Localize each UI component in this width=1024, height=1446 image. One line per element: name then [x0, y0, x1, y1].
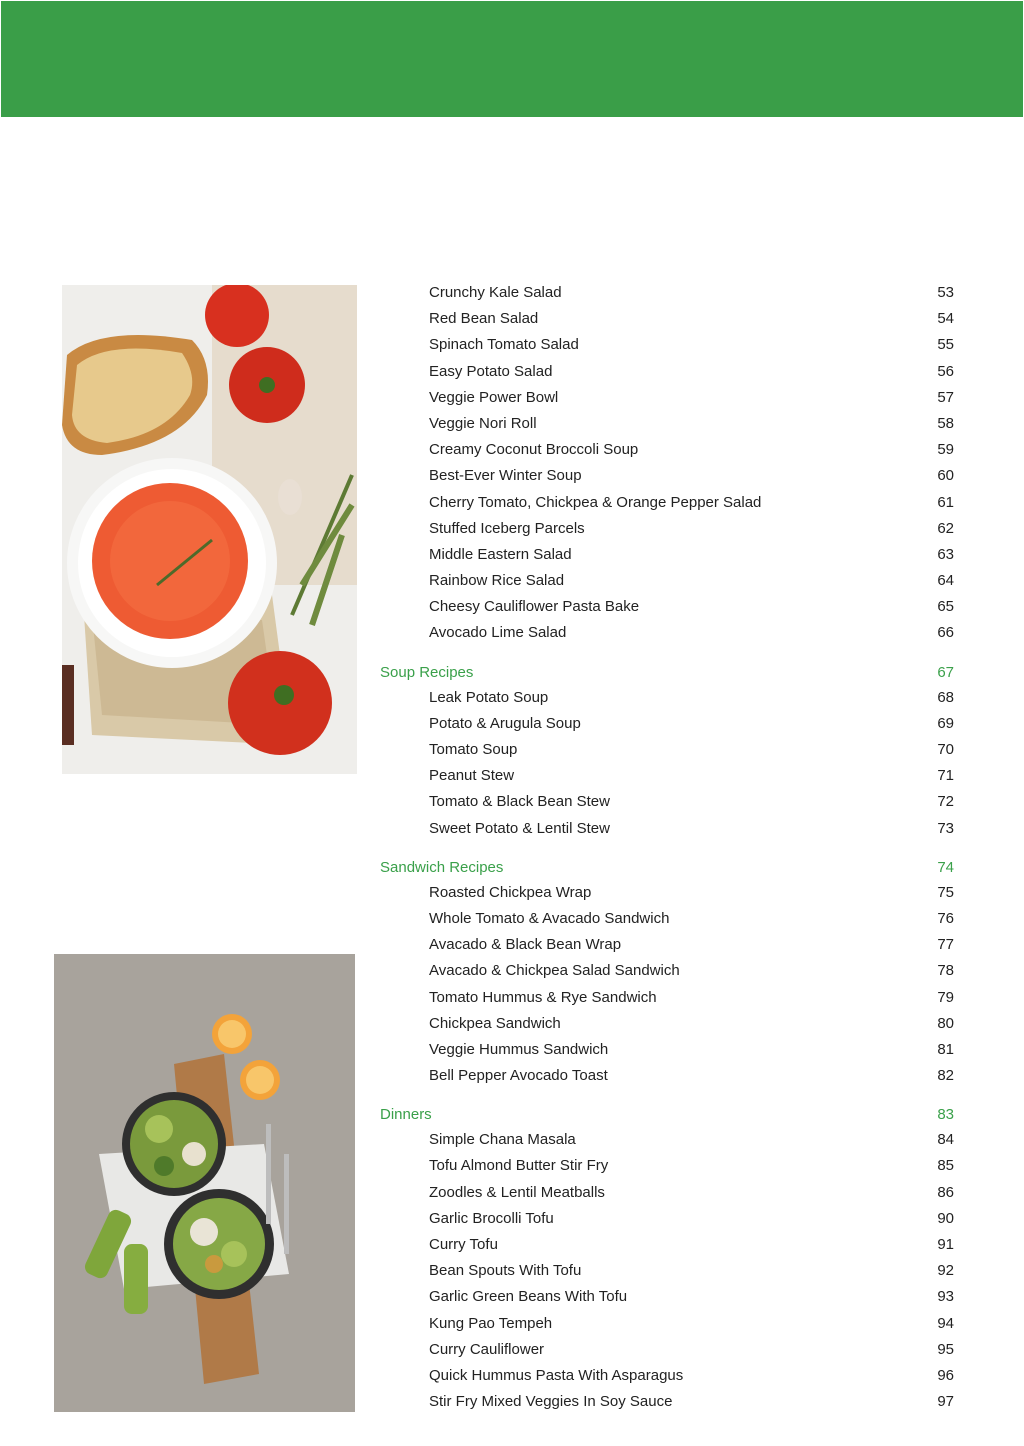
- salad-bowls-image: [54, 954, 355, 1412]
- toc-section-sandwich: [380, 856, 954, 1090]
- toc-section-heading[interactable]: [380, 661, 954, 685]
- toc-entry-page: 63: [937, 545, 954, 563]
- header-banner: [1, 1, 1023, 117]
- toc-entry[interactable]: [380, 1311, 954, 1337]
- toc-entry-page: 85: [937, 1157, 954, 1175]
- toc-entry-page: 78: [937, 962, 954, 980]
- section-heading-title: Dinners: [380, 1106, 432, 1124]
- toc-entry[interactable]: [380, 711, 954, 737]
- toc-entry[interactable]: [380, 737, 954, 763]
- toc-entry[interactable]: [380, 594, 954, 620]
- toc-entry[interactable]: [380, 359, 954, 385]
- toc-entry-page: 70: [937, 741, 954, 758]
- toc-entry[interactable]: [380, 1037, 954, 1063]
- table-of-contents: [380, 280, 954, 1415]
- toc-entry-title: Tomato & Black Bean Stew: [429, 793, 610, 811]
- toc-section-dinners: [380, 1103, 954, 1415]
- toc-entry-title: Avocado Lime Salad: [429, 624, 567, 642]
- toc-entry-title: Simple Chana Masala: [429, 1131, 576, 1149]
- toc-entry-title: Garlic Green Beans With Tofu: [429, 1288, 628, 1306]
- toc-entry[interactable]: [380, 1011, 954, 1037]
- toc-entry-page: 91: [937, 1236, 954, 1253]
- toc-entry[interactable]: [380, 1389, 954, 1415]
- toc-entry-page: 59: [937, 441, 954, 459]
- toc-entry[interactable]: [380, 280, 954, 306]
- toc-entry[interactable]: [380, 906, 954, 932]
- toc-entry-page: 62: [937, 519, 954, 537]
- toc-entry-title: Curry Cauliflower: [429, 1340, 545, 1358]
- toc-entry-page: 77: [937, 936, 954, 954]
- toc-entry-page: 76: [937, 909, 954, 927]
- toc-entry-title: Roasted Chickpea Wrap: [429, 883, 592, 901]
- toc-entry-page: 56: [937, 362, 954, 380]
- toc-entry-page: 84: [937, 1131, 954, 1149]
- toc-entry-page: 90: [937, 1209, 954, 1227]
- toc-entry[interactable]: [380, 932, 954, 958]
- toc-entry-title: Bean Spouts With Tofu: [429, 1262, 582, 1280]
- toc-entry-page: 95: [937, 1340, 954, 1358]
- toc-entry-title: Spinach Tomato Salad: [429, 336, 579, 354]
- toc-entry-page: 92: [937, 1262, 954, 1280]
- toc-entry[interactable]: [380, 385, 954, 411]
- toc-entry[interactable]: [380, 1206, 954, 1232]
- toc-entry-title: Veggie Nori Roll: [429, 414, 537, 432]
- toc-entry[interactable]: [380, 542, 954, 568]
- toc-entry-title: Easy Potato Salad: [429, 362, 553, 380]
- toc-entry-page: 86: [937, 1183, 954, 1201]
- toc-section-heading[interactable]: [380, 1103, 954, 1127]
- toc-entry-title: Zoodles & Lentil Meatballs: [429, 1183, 605, 1201]
- tomato-soup-photo: [62, 285, 357, 774]
- toc-entry-page: 64: [937, 572, 954, 590]
- toc-entry-title: Red Bean Salad: [429, 310, 539, 328]
- toc-entry[interactable]: [380, 1063, 954, 1089]
- toc-entry[interactable]: [380, 880, 954, 906]
- toc-entry[interactable]: [380, 1127, 954, 1153]
- section-heading-title: Sandwich Recipes: [380, 858, 504, 876]
- toc-entry-page: 79: [937, 988, 954, 1006]
- toc-entry-page: 75: [937, 883, 954, 901]
- toc-entry[interactable]: [380, 1363, 954, 1389]
- section-heading-page: 67: [937, 663, 954, 681]
- salad-bowls-photo: [54, 954, 355, 1412]
- section-heading-page: 83: [937, 1106, 954, 1124]
- tomato-soup-bowl-image: [62, 285, 357, 774]
- toc-entry-page: 71: [937, 767, 954, 785]
- toc-entry-page: 82: [937, 1067, 954, 1085]
- toc-entry-page: 53: [937, 284, 954, 301]
- toc-entry[interactable]: [380, 816, 954, 842]
- toc-entry[interactable]: [380, 1180, 954, 1206]
- toc-entry-title: Cheesy Cauliflower Pasta Bake: [429, 598, 640, 616]
- toc-entry-title: Potato & Arugula Soup: [429, 714, 581, 732]
- toc-entry-title: Stir Fry Mixed Veggies In Soy Sauce: [429, 1393, 673, 1411]
- toc-entry-title: Tofu Almond Butter Stir Fry: [429, 1157, 609, 1175]
- toc-entry-page: 72: [937, 793, 954, 811]
- toc-entry-page: 58: [937, 414, 954, 432]
- toc-entry-title: Kung Pao Tempeh: [429, 1314, 553, 1332]
- section-heading-page: 74: [937, 858, 954, 876]
- toc-entry-title: Peanut Stew: [429, 767, 515, 785]
- toc-entry[interactable]: [380, 463, 954, 489]
- toc-entry-title: Crunchy Kale Salad: [429, 284, 562, 301]
- toc-entry[interactable]: [380, 1232, 954, 1258]
- toc-entry-title: Veggie Power Bowl: [429, 388, 559, 406]
- toc-entry[interactable]: [380, 763, 954, 789]
- toc-entry-title: Middle Eastern Salad: [429, 545, 572, 563]
- toc-entry-page: 68: [937, 688, 954, 706]
- toc-entry[interactable]: [380, 1258, 954, 1284]
- toc-entry-page: 80: [937, 1014, 954, 1032]
- toc-entry-title: Whole Tomato & Avacado Sandwich: [429, 909, 670, 927]
- toc-entry-title: Cherry Tomato, Chickpea & Orange Pepper Salad: [429, 493, 762, 511]
- toc-entry-title: Sweet Potato & Lentil Stew: [429, 819, 610, 837]
- toc-entry-page: 54: [937, 310, 954, 328]
- toc-entry-title: Avacado & Black Bean Wrap: [429, 936, 622, 954]
- toc-entry-title: Chickpea Sandwich: [429, 1014, 561, 1032]
- toc-entry[interactable]: [380, 306, 954, 332]
- toc-entry[interactable]: [380, 789, 954, 815]
- toc-entry-title: Tomato Soup: [429, 741, 518, 758]
- toc-entry-page: 97: [937, 1393, 954, 1411]
- toc-entry-page: 69: [937, 714, 954, 732]
- toc-entry-title: Veggie Hummus Sandwich: [429, 1040, 609, 1058]
- toc-entry-page: 94: [937, 1314, 954, 1332]
- toc-section-salads: [380, 280, 954, 647]
- toc-entry-title: Garlic Brocolli Tofu: [429, 1209, 554, 1227]
- toc-entry-page: 65: [937, 598, 954, 616]
- toc-entry-title: Best-Ever Winter Soup: [429, 467, 582, 485]
- toc-entry[interactable]: [380, 620, 954, 646]
- toc-entry-page: 57: [937, 388, 954, 406]
- toc-entry[interactable]: [380, 958, 954, 984]
- toc-entry-page: 55: [937, 336, 954, 354]
- toc-entry-title: Creamy Coconut Broccoli Soup: [429, 441, 639, 459]
- toc-entry[interactable]: [380, 490, 954, 516]
- toc-entry[interactable]: [380, 411, 954, 437]
- toc-entry-title: Rainbow Rice Salad: [429, 572, 565, 590]
- toc-entry[interactable]: [380, 437, 954, 463]
- toc-section-heading[interactable]: [380, 856, 954, 880]
- toc-entry-page: 73: [937, 819, 954, 837]
- toc-entry[interactable]: [380, 1153, 954, 1179]
- toc-entry-title: Tomato Hummus & Rye Sandwich: [429, 988, 657, 1006]
- toc-entry[interactable]: [380, 516, 954, 542]
- toc-entry-page: 66: [937, 624, 954, 642]
- toc-section-soup: [380, 661, 954, 842]
- toc-entry-page: 60: [937, 467, 954, 485]
- toc-entry-title: Avacado & Chickpea Salad Sandwich: [429, 962, 680, 980]
- toc-entry[interactable]: [380, 1337, 954, 1363]
- toc-entry-title: Stuffed Iceberg Parcels: [429, 519, 585, 537]
- toc-entry-title: Leak Potato Soup: [429, 688, 549, 706]
- section-heading-title: Soup Recipes: [380, 663, 474, 681]
- toc-entry[interactable]: [380, 985, 954, 1011]
- toc-entry-page: 93: [937, 1288, 954, 1306]
- toc-entry-page: 96: [937, 1366, 954, 1384]
- toc-entry[interactable]: [380, 1284, 954, 1310]
- toc-entry-page: 61: [937, 493, 954, 511]
- toc-entry[interactable]: [380, 685, 954, 711]
- toc-entry-title: Curry Tofu: [429, 1236, 498, 1253]
- toc-entry[interactable]: [380, 568, 954, 594]
- toc-entry-title: Quick Hummus Pasta With Asparagus: [429, 1366, 684, 1384]
- toc-entry-title: Bell Pepper Avocado Toast: [429, 1067, 608, 1085]
- toc-entry-page: 81: [937, 1040, 954, 1058]
- toc-entry[interactable]: [380, 332, 954, 358]
